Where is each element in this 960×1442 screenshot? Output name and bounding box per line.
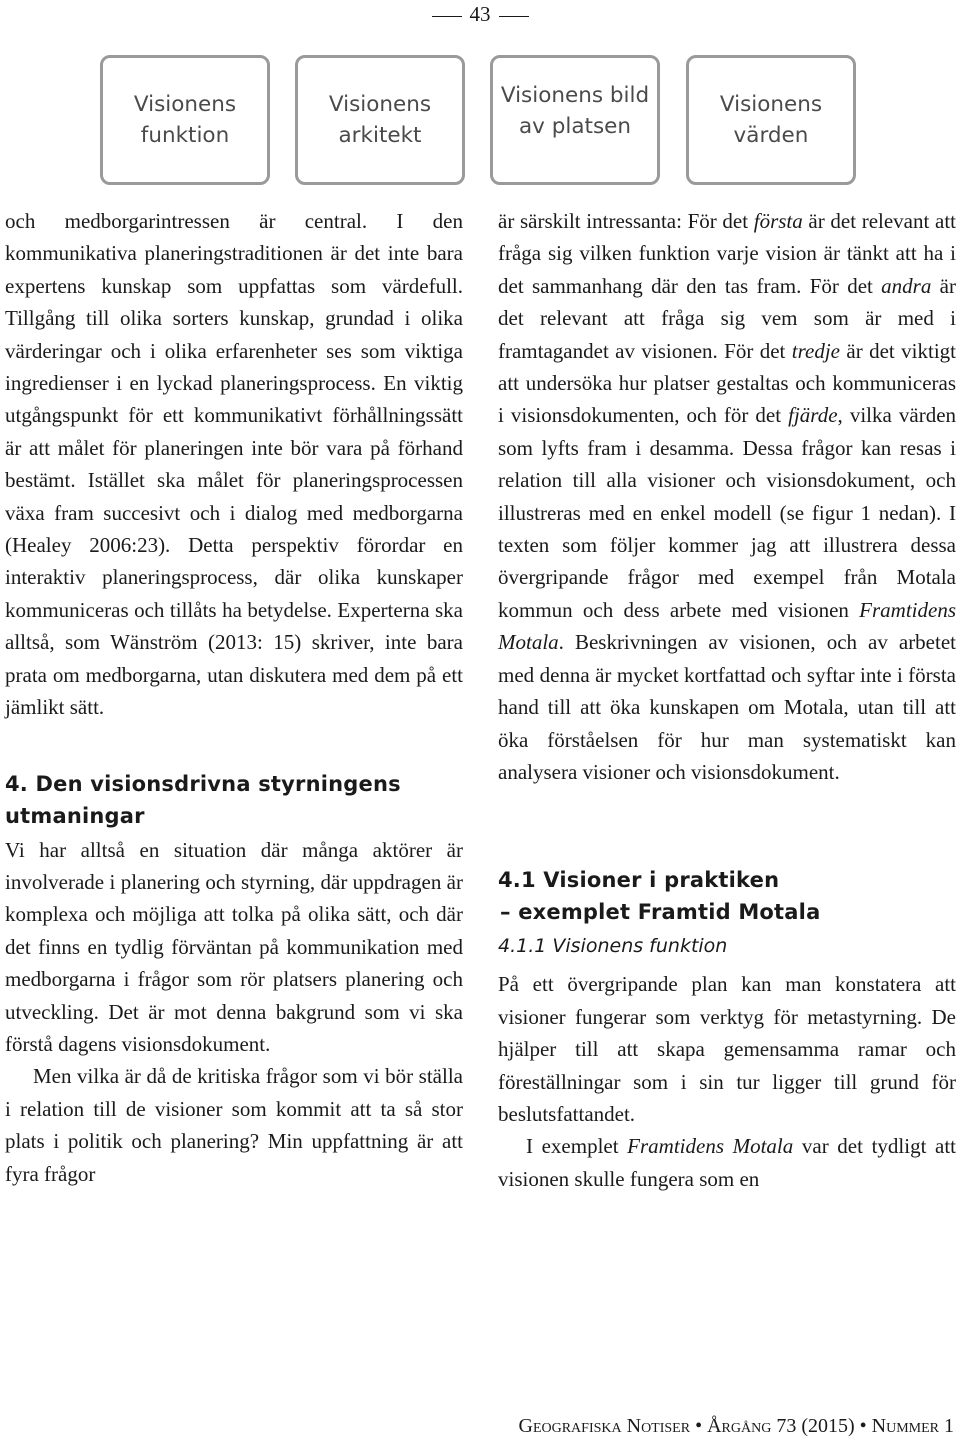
text-run: är det relevant att fråga sig vilken funktion varje vision är tänkt att ha i det sammanhang där den tas fram. För det [498, 209, 956, 298]
section-heading-line: 4.1 Visioner i praktiken [498, 868, 780, 893]
body-paragraph: och medborgarintressen är central. I den kommunikativa planeringstraditionen är det inte bara expertens kunskap som uppfattas som värdefull. Tillgång till olika sorters kunskap, grundad i olika värderingar och i olika erfarenheter ses som viktiga ingredienser i en lyckad planeringsprocess. En viktig utgångspunkt för ett kommunikativt förhållningssätt är att målet för planeringen inte bör vara på förhand bestämt. Istället ska målet för planeringsprocessen växa fram succesivt och i dialog med medborgarna (Healey 2006:23). Detta perspektiv förordar en interaktiv planeringsprocess, där olika kunskaper kommuniceras och tillåts ha betydelse. Experterna ska alltså, som Wänström (2013: 15) skriver, inte bara prata om medborgarna, utan diskutera med dem på ett jämlikt sätt. [5, 209, 463, 720]
text-run: är särskilt intressanta: För det [498, 209, 754, 233]
figure-box-values [686, 55, 856, 185]
text-run: , vilka värden som lyfts fram i desamma. Dessa frågor kan resas i relation till alla visioner och visionsdokument, och illustreras med en enkel modell (se figur 1 nedan). I texten som följer kommer jag att illustrera dessa övergripande frågor med exempel från Motala kommun och dess arbete med visionen [498, 403, 957, 622]
emphasis: tredje [791, 338, 841, 363]
body-paragraph: På ett övergripande plan kan man konstatera att visioner fungerar som verktyg för metastyrning. De hjälper till att skapa gemensamma ramar och föreställningar som i sin tur ligger till grund för beslutsfattandet. [498, 972, 956, 1126]
section-heading-4-1 [498, 864, 956, 928]
body-paragraph: Men vilka är då de kritiska frågor som vi bör ställa i relation till de visioner som kommit att ta så stor plats i politik och planering? Min uppfattning är att fyra frågor [5, 1064, 463, 1186]
text-run: . Beskrivningen av visionen, och av arbetet med denna är mycket kortfattad och syftar inte i första hand till att öka kunskapen om Motala, utan till att öka förståelsen för hur man systematiskt kan analysera visioner och visionsdokument. [498, 630, 956, 784]
emphasis: andra [881, 273, 932, 298]
body-paragraph [498, 205, 956, 788]
emphasis: första [753, 209, 803, 233]
running-footer [519, 1413, 955, 1439]
figure-box-label: Visionens funktion [133, 92, 237, 148]
emphasis: Framtidens Motala [498, 597, 956, 655]
body-paragraph [498, 1130, 956, 1195]
volume-label: Årgång [707, 1415, 772, 1437]
emphasis: fjärde [788, 403, 838, 428]
left-column [5, 205, 463, 1190]
page-number-dash-right [499, 16, 529, 17]
figure-box-label: Visionens värden [719, 92, 823, 148]
issue-label: Nummer [871, 1415, 939, 1437]
figure-box-function [100, 55, 270, 185]
page-number-dash-left [432, 16, 462, 17]
figure-box-place-image [490, 55, 660, 185]
page-number-value: 43 [469, 2, 491, 26]
issue-value: 1 [944, 1415, 954, 1437]
section-heading-line: – exemplet Framtid Motala [500, 900, 821, 925]
figure-box-label: Visionens arkitekt [328, 92, 432, 148]
text-run: var det tydligt att visionen skulle fungera som en [498, 1134, 956, 1191]
footer-separator: • [859, 1415, 867, 1437]
page-number [0, 2, 960, 26]
right-column [498, 205, 956, 1195]
volume-value: 73 (2015) [776, 1415, 855, 1437]
section-heading-4: 4. Den visionsdrivna styrningens utmaningar [5, 771, 401, 828]
figure-box-architect [295, 55, 465, 185]
footer-separator: • [695, 1415, 703, 1437]
body-paragraph: Vi har alltså en situation där många aktörer är involverade i planering och styrning, där uppdragen är komplexa och möjliga att tolka på olika sätt, och där det finns en tydlig förväntan på kommunikation med medborgarna i frågor som rör platsers planering och utveckling. Det är mot denna bakgrund som vi ska förstå dagens visionsdokument. [5, 837, 463, 1056]
text-run: är det relevant att fråga sig vem som är med i framtagandet av visionen. För det [498, 273, 956, 363]
text-run: I exemplet [526, 1134, 628, 1159]
journal-name: Geografiska Notiser [518, 1415, 691, 1437]
figure-box-label: Visionens bild av platsen [500, 83, 650, 139]
subsection-heading: 4.1.1 Visionens funktion [498, 935, 728, 958]
text-run: är det viktigt att undersöka hur platser gestaltas och kommuniceras i visionsdokumenten, och för det [498, 338, 956, 428]
emphasis: Framtidens Motala [627, 1134, 794, 1159]
